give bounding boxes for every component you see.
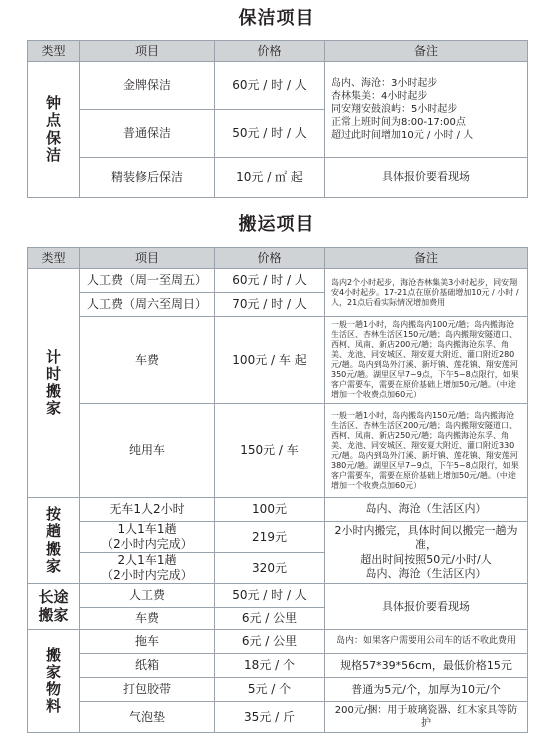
header-item: 项目: [80, 41, 215, 62]
cleaning-section-title: 保洁项目: [238, 8, 315, 29]
price-cell: 320元: [215, 553, 325, 584]
price-cell: 18元 / 个: [215, 654, 325, 678]
item-cell: 纯用车: [80, 404, 215, 498]
note-cell: 普通为5元/个，加厚为10元/个: [325, 678, 528, 702]
header-item: 项目: [80, 248, 215, 269]
item-cell: 金牌保洁: [80, 62, 215, 110]
item-cell: 无车1人2小时: [80, 498, 215, 522]
item-cell: 精装修后保洁: [80, 158, 215, 198]
category-trip-moving: 按 趟 搬 家: [28, 498, 80, 584]
note-cell: 一般一趟1小时，岛内搬岛内150元/趟；岛内搬海沧生活区、杏林生活区200元/趟；岛内搬翔安隧道口、西柯、凤南、新店250元/趟；岛内搬海沧东孚、角美、龙池、同安城区、翔安夏大附近、灌口附近330元/趟。岛内到岛外汀溪、新圩镇、莲花镇、翔安莲河380元/趟。湖里区早7~9点，下午5~8点限行，如果客户需要车，需要在原价基础上增加50元/趟。（中途增加一个收费点加60元）: [325, 404, 528, 498]
price-cell: 6元 / 公里: [215, 630, 325, 654]
price-cell: 60元 / 时 / 人: [215, 269, 325, 293]
header-note: 备注: [325, 248, 528, 269]
price-cell: 219元: [215, 522, 325, 553]
table-row: [28, 404, 528, 498]
item-cell: 人工费（周六至周日）: [80, 293, 215, 317]
table-row: [28, 317, 528, 404]
price-cell: 150元 / 车: [215, 404, 325, 498]
price-cell: 60元 / 时 / 人: [215, 62, 325, 110]
table-header-row: [28, 248, 528, 269]
table-row: [28, 522, 528, 553]
header-price: 价格: [215, 248, 325, 269]
item-cell: 车费: [80, 608, 215, 630]
moving-price-table: [27, 247, 528, 733]
item-cell: 车费: [80, 317, 215, 404]
item-cell: 人工费: [80, 584, 215, 608]
price-cell: 6元 / 公里: [215, 608, 325, 630]
table-row: [28, 498, 528, 522]
item-cell: 纸箱: [80, 654, 215, 678]
price-cell: 10元 / ㎡ 起: [215, 158, 325, 198]
item-cell: 拖车: [80, 630, 215, 654]
table-row: [28, 702, 528, 733]
note-cell: 一般一趟1小时，岛内搬岛内100元/趟；岛内搬海沧生活区、杏林生活区150元/趟；岛内搬翔安隧道口、西柯、凤南、新店200元/趟；岛内搬海沧东孚、角美、龙池、同安城区、翔安夏大附近、灌口附近280元/趟。岛内到岛外汀溪、新圩镇、莲花镇、翔安莲河350元/趟。湖里区早7~9点，下午5~8点限行，如果客户需要车，需要在原价基础上增加50元/趟。（中途增加一个收费点加60元）: [325, 317, 528, 404]
price-cell: 50元 / 时 / 人: [215, 584, 325, 608]
header-price: 价格: [215, 41, 325, 62]
table-row: [28, 584, 528, 608]
note-cell: 岛内2个小时起步，海沧杏林集美3小时起步，同安翔安4小时起步。17-21点在原价基础增加10元 / 小时 / 人，21点后看实际情况增加费用: [325, 269, 528, 317]
note-cell: 岛内、海沧：3小时起步 杏林集美：4小时起步 同安翔安鼓浪屿：5小时起步 正常上班时间为8:00-17:00点 超过此时间增加10元 / 小时 / 人: [325, 62, 528, 158]
note-cell: 岛内、海沧（生活区内）: [325, 498, 528, 522]
item-cell: 普通保洁: [80, 110, 215, 158]
price-cell: 70元 / 时 / 人: [215, 293, 325, 317]
table-row: [28, 630, 528, 654]
note-cell: 200元/捆：用于玻璃瓷器、红木家具等防护: [325, 702, 528, 733]
item-cell: 人工费（周一至周五）: [80, 269, 215, 293]
price-cell: 100元: [215, 498, 325, 522]
price-cell: 50元 / 时 / 人: [215, 110, 325, 158]
note-cell: 具体报价要看现场: [325, 584, 528, 630]
item-cell: 气泡垫: [80, 702, 215, 733]
table-header-row: [28, 41, 528, 62]
category-timed-moving: 计 时 搬 家: [28, 269, 80, 498]
category-moving-materials: 搬 家 物 料: [28, 630, 80, 733]
item-cell: 打包胶带: [80, 678, 215, 702]
item-cell: 1人1车1趟 （2小时内完成）: [80, 522, 215, 553]
category-long-distance: 长途 搬家: [28, 584, 80, 630]
price-cell: 5元 / 个: [215, 678, 325, 702]
price-cell: 35元 / 斤: [215, 702, 325, 733]
table-row: [28, 158, 528, 198]
price-cell: 100元 / 车 起: [215, 317, 325, 404]
note-cell: 岛内：如果客户需要用公司车的话不收此费用: [325, 630, 528, 654]
header-type: 类型: [28, 41, 80, 62]
moving-section-title: 搬运项目: [238, 214, 315, 235]
table-row: [28, 678, 528, 702]
table-row: [28, 62, 528, 110]
note-cell: 2小时内搬完，具体时间以搬完一趟为准， 超出时间按照50元/小时/人 岛内、海沧（生活区内）: [325, 522, 528, 584]
header-note: 备注: [325, 41, 528, 62]
note-cell: 规格57*39*56cm，最低价格15元: [325, 654, 528, 678]
note-cell: 具体报价要看现场: [325, 158, 528, 198]
category-hourly-cleaning: 钟 点 保 洁: [28, 62, 80, 198]
header-type: 类型: [28, 248, 80, 269]
table-row: [28, 269, 528, 293]
item-cell: 2人1车1趟 （2小时内完成）: [80, 553, 215, 584]
table-row: [28, 654, 528, 678]
cleaning-price-table: [27, 40, 528, 198]
